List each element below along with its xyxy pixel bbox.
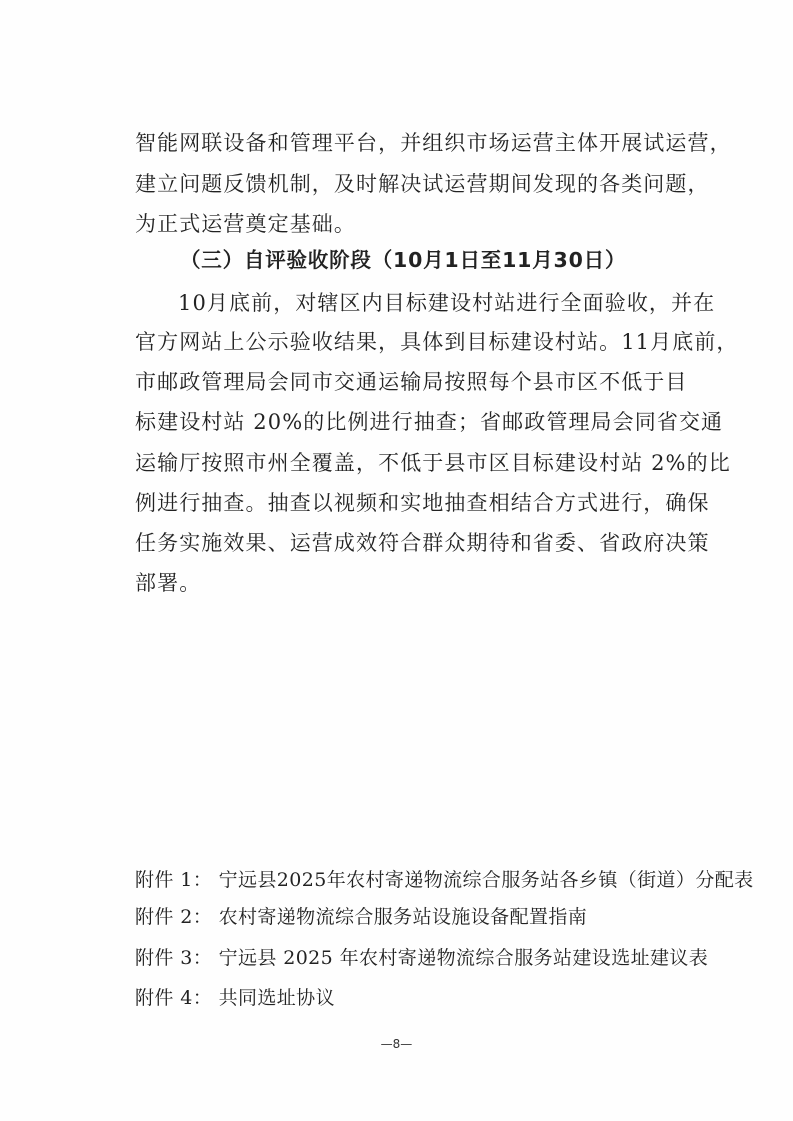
- page-number: —8—: [380, 1037, 413, 1051]
- body-line: 例进行抽查。抽查以视频和实地抽查相结合方式进行，确保: [135, 491, 710, 515]
- attachment-item: 附件 2： 农村寄递物流综合服务站设施设备配置指南: [135, 906, 588, 928]
- body-line: 运输厅按照市州全覆盖，不低于县市区目标建设村站 2%的比: [135, 451, 731, 475]
- body-line: 建立问题反馈机制，及时解决试运营期间发现的各类问题，: [135, 172, 710, 196]
- body-line: 部署。: [135, 571, 202, 595]
- body-line: 10月底前，对辖区内目标建设村站进行全面验收，并在: [178, 291, 716, 315]
- section-heading: （三）自评验收阶段（10月1日至11月30日）: [180, 248, 627, 272]
- body-line: 智能网联设备和管理平台，并组织市场运营主体开展试运营，: [135, 131, 732, 155]
- body-line: 任务实施效果、运营成效符合群众期待和省委、省政府决策: [135, 531, 710, 555]
- body-line: 市邮政管理局会同市交通运输局按照每个县市区不低于目: [135, 370, 688, 394]
- attachment-item: 附件 3： 宁远县 2025 年农村寄递物流综合服务站建设选址建议表: [135, 947, 709, 969]
- body-line: 标建设村站 20%的比例进行抽查；省邮政管理局会同省交通: [135, 410, 724, 434]
- body-line: 官方网站上公示验收结果，具体到目标建设村站。11月底前，: [135, 330, 739, 354]
- attachment-item: 附件 4： 共同选址协议: [135, 987, 335, 1009]
- body-line: 为正式运营奠定基础。: [135, 212, 356, 236]
- attachment-item: 附件 1： 宁远县2025年农村寄递物流综合服务站各乡镇（街道）分配表: [135, 869, 754, 891]
